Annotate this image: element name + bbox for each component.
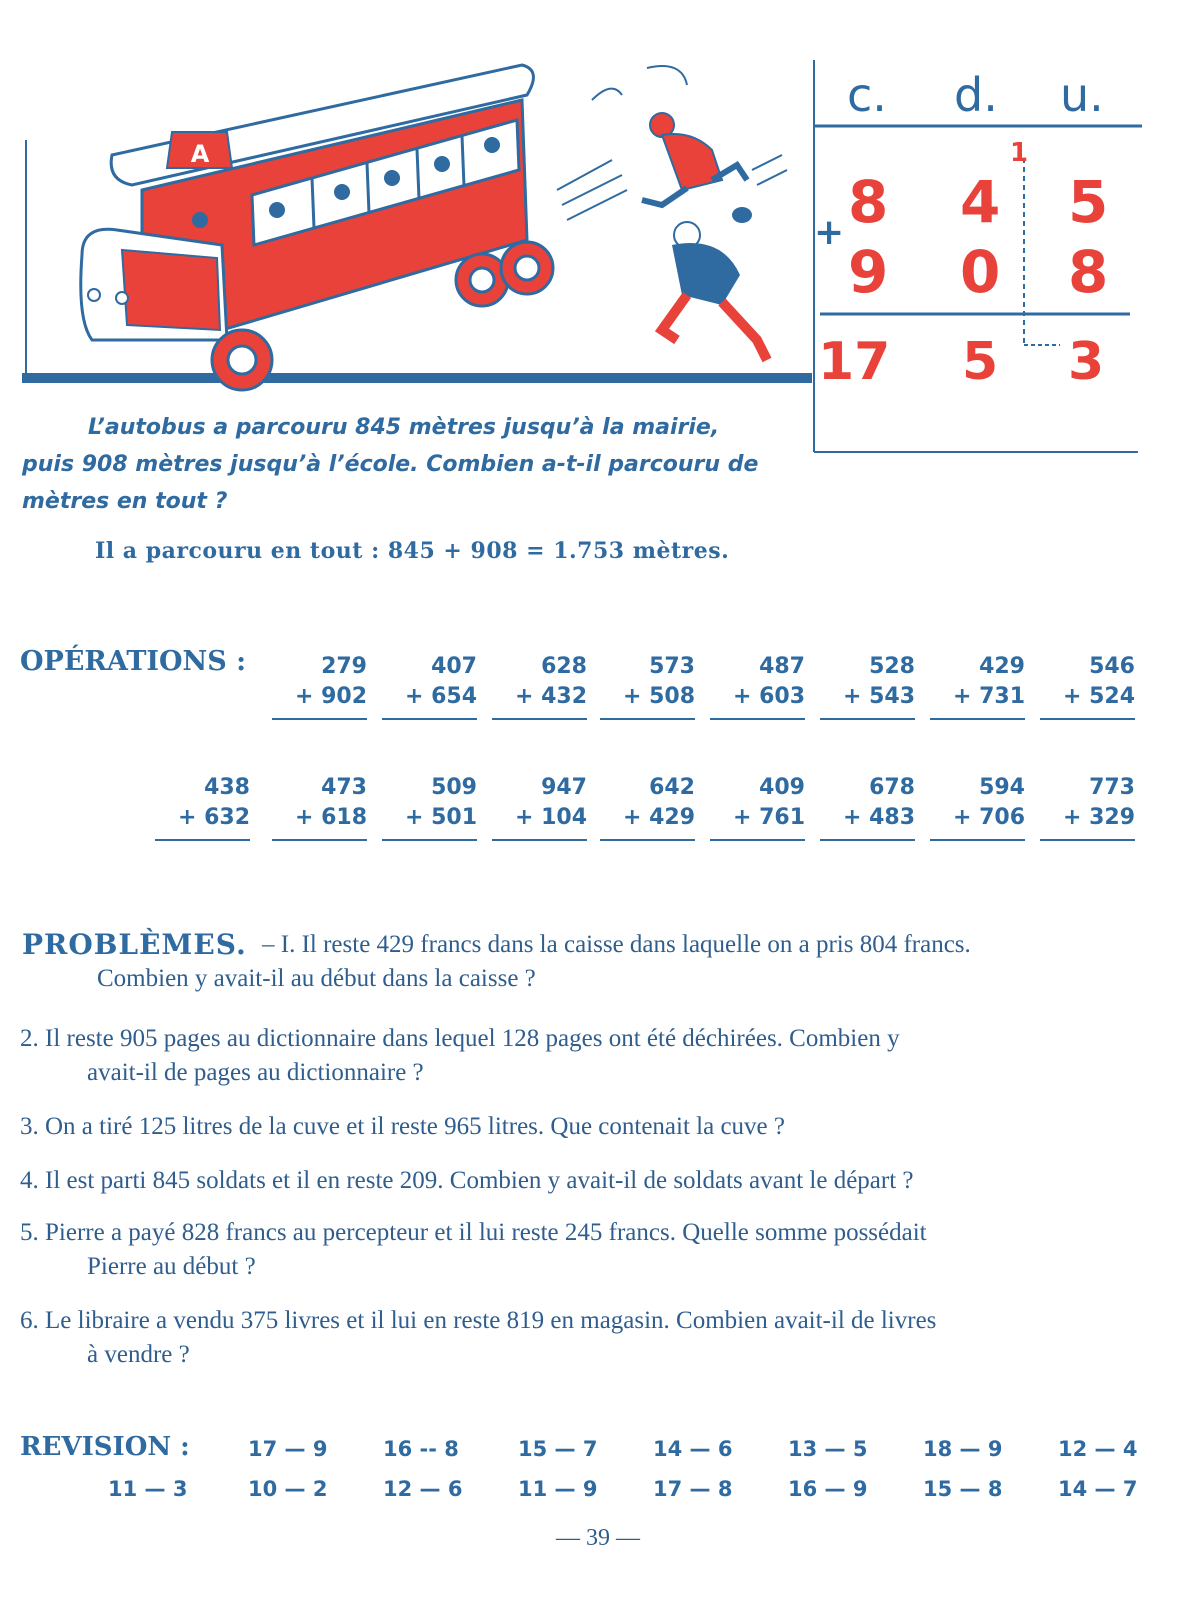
problem-2-line-1: 2. Il reste 905 pages au dictionnaire dans lequel 128 pages ont été déchirées. Combien y xyxy=(20,1025,900,1052)
revision-subtraction: 14 — 6 xyxy=(653,1437,733,1461)
row1-hundreds: 8 xyxy=(848,168,889,236)
sum-line xyxy=(820,718,915,720)
sum-line xyxy=(930,718,1025,720)
addend-top: 509 xyxy=(431,775,477,800)
result-tens: 5 xyxy=(962,332,999,392)
addition-operation xyxy=(492,773,587,841)
addend-top: 279 xyxy=(321,654,367,679)
revision-subtraction: 16 -- 8 xyxy=(383,1437,459,1461)
addend-top: 528 xyxy=(869,654,915,679)
problem-answer: Il a parcouru en tout : 845 + 908 = 1.753 mètres. xyxy=(95,538,730,564)
addition-operation xyxy=(1040,773,1135,841)
addend-top: 947 xyxy=(541,775,587,800)
addend-top: 773 xyxy=(1089,775,1135,800)
sum-line xyxy=(930,839,1025,841)
addition-operation xyxy=(710,773,805,841)
addend-bottom: + 429 xyxy=(622,805,695,830)
addend-bottom: + 654 xyxy=(404,684,477,709)
bus-sign-letter: A xyxy=(190,140,210,168)
addition-operation xyxy=(1040,652,1135,720)
carry-digit: 1 xyxy=(1010,138,1029,168)
problem-1-line-2: Combien y avait-il au début dans la caisse ? xyxy=(97,965,536,992)
addend-top: 573 xyxy=(649,654,695,679)
problem-6-line-2: à vendre ? xyxy=(87,1341,190,1368)
revision-subtraction: 13 — 5 xyxy=(788,1437,868,1461)
addend-top: 487 xyxy=(759,654,805,679)
sum-line xyxy=(600,718,695,720)
addend-top: 407 xyxy=(431,654,477,679)
revision-subtraction: 17 — 8 xyxy=(653,1477,733,1501)
problem-3-line-1: 3. On a tiré 125 litres de la cuve et il reste 965 litres. Que contenait la cuve ? xyxy=(20,1113,786,1140)
bus-scene-image xyxy=(22,40,812,400)
row2-units: 8 xyxy=(1068,238,1109,306)
addition-operation xyxy=(930,652,1025,720)
addend-bottom: + 501 xyxy=(404,805,477,830)
revision-subtraction: 16 — 9 xyxy=(788,1477,868,1501)
addend-bottom: + 483 xyxy=(842,805,915,830)
page-number: — 39 — xyxy=(556,1525,640,1551)
addition-operation xyxy=(710,652,805,720)
sum-line xyxy=(492,718,587,720)
revision-subtraction: 15 — 8 xyxy=(923,1477,1003,1501)
addend-bottom: + 761 xyxy=(732,805,805,830)
result-hundreds: 17 xyxy=(818,332,891,392)
sum-line xyxy=(1040,718,1135,720)
addend-top: 546 xyxy=(1089,654,1135,679)
addend-bottom: + 603 xyxy=(732,684,805,709)
addition-operation xyxy=(382,652,477,720)
sum-line xyxy=(272,718,367,720)
problems-title: PROBLÈMES. xyxy=(22,928,247,961)
addition-operation xyxy=(600,773,695,841)
revision-subtraction: 14 — 7 xyxy=(1058,1477,1138,1501)
sum-line xyxy=(492,839,587,841)
addend-bottom: + 902 xyxy=(294,684,367,709)
revision-subtraction: 15 — 7 xyxy=(518,1437,598,1461)
addend-bottom: + 432 xyxy=(514,684,587,709)
place-value-addition-box xyxy=(812,60,1146,455)
problem-5-line-2: Pierre au début ? xyxy=(87,1253,256,1280)
addend-bottom: + 731 xyxy=(952,684,1025,709)
addition-operation xyxy=(492,652,587,720)
addend-top: 678 xyxy=(869,775,915,800)
bus-illustration xyxy=(22,40,812,400)
row2-hundreds: 9 xyxy=(848,238,889,306)
problem-5-line-1: 5. Pierre a payé 828 francs au percepteur et il lui reste 245 francs. Quelle somme possédait xyxy=(20,1219,927,1246)
addition-operation xyxy=(382,773,477,841)
operations-title: OPÉRATIONS : xyxy=(20,646,247,677)
sum-line xyxy=(600,839,695,841)
addition-operation xyxy=(272,652,367,720)
revision-subtraction: 11 — 3 xyxy=(108,1477,188,1501)
sum-line xyxy=(1040,839,1135,841)
units-header: u. xyxy=(1060,68,1104,122)
addend-top: 642 xyxy=(649,775,695,800)
sum-line xyxy=(382,839,477,841)
addend-top: 594 xyxy=(979,775,1025,800)
addition-operation xyxy=(820,652,915,720)
sum-line xyxy=(155,839,250,841)
problem-line-1: L’autobus a parcouru 845 mètres jusqu’à la mairie, xyxy=(88,415,720,440)
revision-subtraction: 18 — 9 xyxy=(923,1437,1003,1461)
row2-tens: 0 xyxy=(960,238,1001,306)
sum-line xyxy=(820,839,915,841)
addend-bottom: + 524 xyxy=(1062,684,1135,709)
addend-top: 429 xyxy=(979,654,1025,679)
result-units: 3 xyxy=(1068,332,1105,392)
sum-line xyxy=(710,718,805,720)
addend-top: 628 xyxy=(541,654,587,679)
addition-operation xyxy=(820,773,915,841)
addend-top: 473 xyxy=(321,775,367,800)
problem-4-line-1: 4. Il est parti 845 soldats et il en reste 209. Combien y avait-il de soldats avant le départ ? xyxy=(20,1167,914,1194)
revision-subtraction: 11 — 9 xyxy=(518,1477,598,1501)
problem-line-2: puis 908 mètres jusqu’à l’école. Combien a-t-il parcouru de xyxy=(22,452,759,477)
addition-operation xyxy=(930,773,1025,841)
hundreds-header: c. xyxy=(847,68,887,122)
addend-bottom: + 632 xyxy=(177,805,250,830)
row1-units: 5 xyxy=(1068,168,1109,236)
problem-1-line-1: – I. Il reste 429 francs dans la caisse dans laquelle on a pris 804 francs. xyxy=(262,931,971,958)
addend-top: 438 xyxy=(204,775,250,800)
tens-header: d. xyxy=(954,68,998,122)
addend-bottom: + 618 xyxy=(294,805,367,830)
addition-operation xyxy=(272,773,367,841)
revision-subtraction: 12 — 4 xyxy=(1058,1437,1138,1461)
addend-bottom: + 104 xyxy=(514,805,587,830)
revision-subtraction: 10 — 2 xyxy=(248,1477,328,1501)
problem-6-line-1: 6. Le libraire a vendu 375 livres et il lui en reste 819 en magasin. Combien avait-il de livres xyxy=(20,1307,937,1334)
addend-bottom: + 329 xyxy=(1062,805,1135,830)
addend-bottom: + 706 xyxy=(952,805,1025,830)
revision-title: REVISION : xyxy=(20,1432,190,1462)
sum-line xyxy=(382,718,477,720)
plus-sign: + xyxy=(814,212,845,253)
addend-top: 409 xyxy=(759,775,805,800)
revision-subtraction: 12 — 6 xyxy=(383,1477,463,1501)
row1-tens: 4 xyxy=(960,168,1001,236)
problem-2-line-2: avait-il de pages au dictionnaire ? xyxy=(87,1059,424,1086)
addend-bottom: + 508 xyxy=(622,684,695,709)
revision-subtraction: 17 — 9 xyxy=(248,1437,328,1461)
problem-line-3: mètres en tout ? xyxy=(22,489,228,514)
addend-bottom: + 543 xyxy=(842,684,915,709)
addition-operation xyxy=(600,652,695,720)
addition-operation xyxy=(155,773,250,841)
sum-line xyxy=(710,839,805,841)
sum-line xyxy=(272,839,367,841)
